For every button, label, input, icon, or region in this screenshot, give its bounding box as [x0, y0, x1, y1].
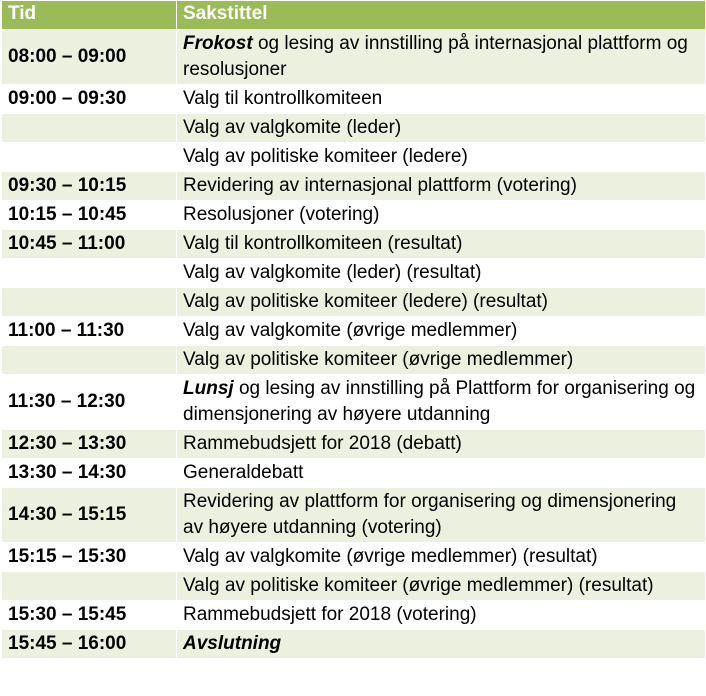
item-cell: Valg av valgkomite (leder): [177, 114, 706, 143]
table-row: [2, 543, 706, 572]
agenda-body: [2, 30, 706, 659]
item-cell: Valg av valgkomite (leder) (resultat): [177, 259, 706, 288]
table-row: [2, 172, 706, 201]
time-cell: 09:30 – 10:15: [2, 172, 177, 201]
item-lead: Frokost: [183, 33, 253, 54]
table-row: [2, 317, 706, 346]
table-row: [2, 85, 706, 114]
table-row: [2, 143, 706, 172]
item-cell: [177, 630, 706, 659]
item-cell: [177, 30, 706, 85]
item-cell: Rammebudsjett for 2018 (votering): [177, 601, 706, 630]
time-cell: [2, 346, 177, 375]
item-cell: Revidering av plattform for organisering og dimensjonering av høyere utdanning (votering): [177, 488, 706, 543]
time-cell: 10:45 – 11:00: [2, 230, 177, 259]
time-cell: [2, 143, 177, 172]
time-cell: 12:30 – 13:30: [2, 430, 177, 459]
table-row: [2, 30, 706, 85]
time-cell: 13:30 – 14:30: [2, 459, 177, 488]
item-cell: Valg til kontrollkomiteen (resultat): [177, 230, 706, 259]
time-cell: 15:45 – 16:00: [2, 630, 177, 659]
table-row: [2, 488, 706, 543]
table-row: [2, 114, 706, 143]
time-cell: 14:30 – 15:15: [2, 488, 177, 543]
item-cell: Generaldebatt: [177, 459, 706, 488]
item-cell: Valg av valgkomite (øvrige medlemmer): [177, 317, 706, 346]
item-cell: Valg av politiske komiteer (øvrige medlemmer) (resultat): [177, 572, 706, 601]
item-cell: Valg av politiske komiteer (ledere): [177, 143, 706, 172]
table-row: [2, 630, 706, 659]
time-cell: 11:00 – 11:30: [2, 317, 177, 346]
header-item: Sakstittel: [177, 1, 706, 30]
item-cell: Valg av politiske komiteer (ledere) (resultat): [177, 288, 706, 317]
time-cell: [2, 572, 177, 601]
header-time: Tid: [2, 1, 177, 30]
item-rest: og lesing av innstilling på Plattform for organisering og dimensjonering av høyere utdanning: [183, 378, 696, 425]
table-row: [2, 459, 706, 488]
time-cell: 08:00 – 09:00: [2, 30, 177, 85]
time-cell: [2, 259, 177, 288]
time-cell: 09:00 – 09:30: [2, 85, 177, 114]
time-cell: 15:15 – 15:30: [2, 543, 177, 572]
time-cell: [2, 114, 177, 143]
item-rest: og lesing av innstilling på internasjonal plattform og resolusjoner: [183, 33, 688, 80]
item-lead: Avslutning: [183, 633, 282, 654]
item-cell: Valg av politiske komiteer (øvrige medlemmer): [177, 346, 706, 375]
table-row: [2, 430, 706, 459]
agenda-table: [1, 0, 706, 659]
item-cell: Revidering av internasjonal plattform (votering): [177, 172, 706, 201]
item-lead: Lunsj: [183, 378, 234, 399]
time-cell: 15:30 – 15:45: [2, 601, 177, 630]
item-cell: [177, 375, 706, 430]
item-cell: Rammebudsjett for 2018 (debatt): [177, 430, 706, 459]
table-row: [2, 201, 706, 230]
header-row: [2, 1, 706, 30]
table-row: [2, 346, 706, 375]
table-row: [2, 230, 706, 259]
time-cell: 10:15 – 10:45: [2, 201, 177, 230]
table-row: [2, 572, 706, 601]
table-row: [2, 259, 706, 288]
item-cell: Valg til kontrollkomiteen: [177, 85, 706, 114]
item-cell: Resolusjoner (votering): [177, 201, 706, 230]
time-cell: 11:30 – 12:30: [2, 375, 177, 430]
time-cell: [2, 288, 177, 317]
table-row: [2, 288, 706, 317]
item-cell: Valg av valgkomite (øvrige medlemmer) (resultat): [177, 543, 706, 572]
table-row: [2, 375, 706, 430]
table-row: [2, 601, 706, 630]
